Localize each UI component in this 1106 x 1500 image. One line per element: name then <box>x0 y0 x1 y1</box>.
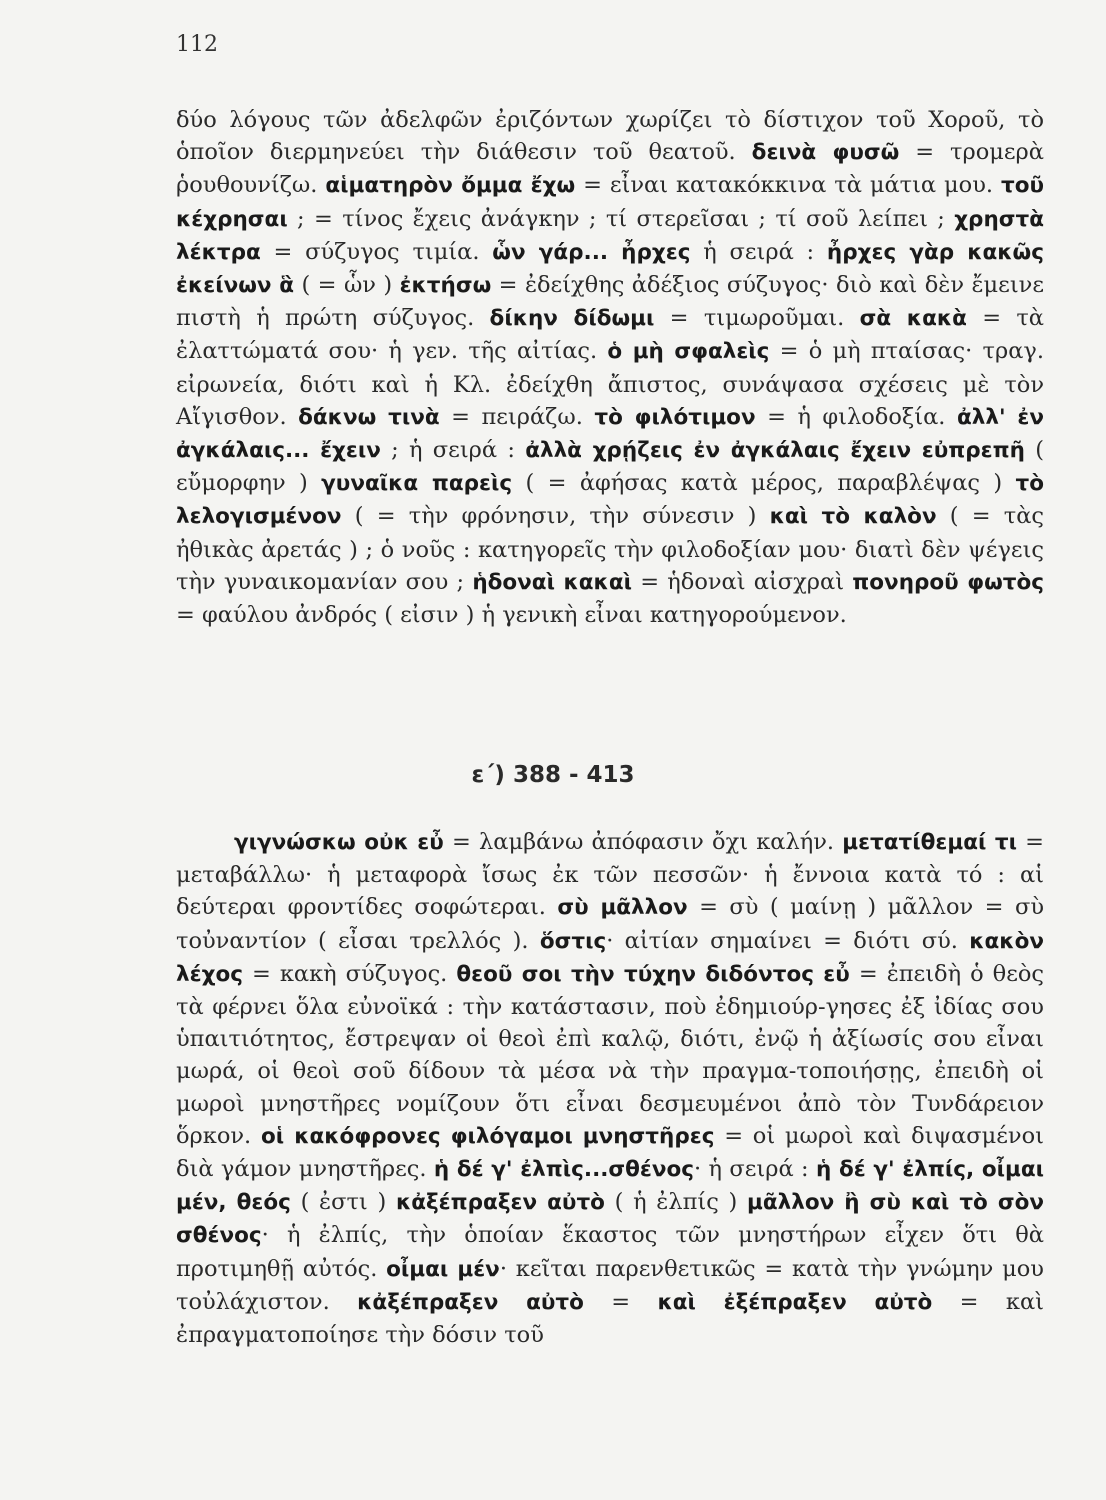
page-number: 112 <box>176 32 218 57</box>
gloss-text: = κακὴ σύζυγος. <box>242 960 457 987</box>
lemma-term: πονηροῦ φωτὸς <box>852 569 1044 595</box>
lemma-term: οἱ κακόφρονες φιλόγαμοι μνηστῆρες <box>260 1123 715 1149</box>
section-heading: ε΄) 388 - 413 <box>471 762 635 788</box>
lemma-term: δεινὰ φυσῶ <box>751 140 900 166</box>
lemma-term: δάκνω τινὰ <box>298 404 440 430</box>
gloss-text: = ὁ μὴ πταίσας· τραγ. εἰρωνεία, διότι καὶ ἡ Κλ. ἐδείχθη ἄπιστος, συνάψασα σχέσεις μὲ τὸν Αἴγισθον. <box>176 338 1044 430</box>
lemma-term: ὧν γάρ... ἦρχες <box>492 239 691 265</box>
gloss-text: = σὺ ( μαίνῃ ) μᾶλλον = σὺ τοὐναντίον ( εἶσαι τρελλός ). <box>176 894 1044 954</box>
lemma-term: κἀξέπραξεν αὐτὸ <box>357 1289 584 1315</box>
gloss-text: = σύζυγος τιμία. <box>260 238 493 265</box>
lemma-term: τὸ φιλότιμον <box>594 404 756 430</box>
lemma-term: σὰ κακὰ <box>859 306 967 332</box>
gloss-text: = τρομερὰ ῥουθουνίζω. <box>176 139 1044 199</box>
lemma-term: ἡδοναὶ κακαὶ <box>472 569 632 595</box>
gloss-text: · κεῖται παρενθετικῶς = κατὰ τὴν γνώμην μου τοὐλάχιστον. <box>176 1255 1044 1315</box>
lemma-term: σὺ μᾶλλον <box>557 895 688 921</box>
commentary-paragraph-1 <box>176 104 1044 631</box>
lemma-term: καὶ τὸ καλὸν <box>769 504 937 530</box>
lemma-term: αἱματηρὸν ὄμμα ἔχω <box>325 173 576 199</box>
gloss-text: = τὰ ἐλαττώματά σου· ἡ γεν. τῆς αἰτίας. <box>176 305 1044 365</box>
lemma-term: δίκην δίδωμι <box>489 306 655 332</box>
gloss-text: = φαύλου ἀνδρός ( εἰσιν ) ἡ γενικὴ εἶναι κατηγορούμενον. <box>176 602 847 629</box>
gloss-text: = πειράζω. <box>439 403 595 430</box>
gloss-text: ; ἡ σειρά : <box>380 437 526 464</box>
lemma-term: χρηστὰ λέκτρα <box>176 206 1044 265</box>
gloss-text: ( = τὰς ἠθικὰς ἀρετάς ) ; ὁ νοῦς : κατηγορεῖς τὴν φιλοδοξίαν μου· διατὶ δὲν ψέγεις τὴν γυναικομανίαν σου ; <box>176 503 1045 595</box>
gloss-text: ( = τὴν φρόνησιν, τὴν σύνεσιν ) <box>341 503 770 530</box>
lemma-term: γυναῖκα παρεὶς <box>321 471 513 497</box>
gloss-text: = εἶναι κατακόκκινα τὰ μάτια μου. <box>575 172 1001 199</box>
lemma-term: ἀλλ' ἐν ἀγκάλαις... ἔχειν <box>176 404 1044 464</box>
gloss-text: ; = τίνος ἔχεις ἀνάγκην ; τί στερεῖσαι ; τί σοῦ λείπει ; <box>287 205 955 232</box>
lemma-term: ὅστις <box>539 928 607 954</box>
gloss-text: · ἡ σειρά : <box>694 1156 816 1183</box>
gloss-text: · ἡ ἐλπίς, τὴν ὁποίαν ἕκαστος τῶν μνηστήρων εἶχεν ὅτι θὰ προτιμηθῇ αὐτός. <box>176 1222 1044 1282</box>
gloss-text: ( ἐστι ) <box>290 1189 396 1216</box>
lemma-term: γιγνώσκω οὐκ εὖ <box>234 830 444 855</box>
gloss-text: = ἐδείχθης ἀδέξιος σύζυγος· διὸ καὶ δὲν ἔμεινε πιστὴ ἡ πρώτη σύζυγος. <box>176 272 1044 332</box>
gloss-text: = ἡδοναὶ αἰσχραὶ <box>631 568 853 595</box>
gloss-text: = <box>583 1288 658 1315</box>
lemma-term: μᾶλλον ἢ σὺ καὶ τὸ σὸν σθένος <box>176 1190 1045 1249</box>
gloss-text: = καὶ ἐπραγματοποίησε τὴν δόσιν τοῦ <box>176 1288 1044 1349</box>
gloss-text: = μεταβάλλω· ἡ μεταφορὰ ἴσως ἐκ τῶν πεσσῶν· ἡ ἔννοια κατὰ τό : αἱ δεύτεραι φροντίδες σοφώτεραι. <box>176 829 1045 921</box>
gloss-text: = τιμωροῦμαι. <box>654 305 860 332</box>
gloss-text: ἡ σειρά : <box>690 238 827 265</box>
lemma-term: οἶμαι μέν <box>386 1256 500 1282</box>
gloss-text: · αἰτίαν σημαίνει = διότι σύ. <box>606 927 970 954</box>
lemma-term: θεοῦ σοι τὴν τύχην διδόντος εὖ <box>456 961 850 987</box>
gloss-text: = ἡ φιλοδοξία. <box>755 403 957 430</box>
lemma-term: τὸ λελογισμένον <box>176 471 1044 530</box>
gloss-text: ( = ὧν ) <box>294 272 400 299</box>
gloss-text: = οἱ μωροὶ καὶ διψασμένοι διὰ γάμον μνηστῆρες. <box>176 1122 1044 1183</box>
lemma-term: καὶ ἐξέπραξεν αὐτὸ <box>657 1289 933 1315</box>
gloss-text: ( εὔμορφην ) <box>176 437 1044 497</box>
lemma-term: ἐκτήσω <box>399 273 492 299</box>
lemma-term: ὁ μὴ σφαλεὶς <box>607 339 770 365</box>
lemma-term: ἦρχες γὰρ κακῶς ἐκείνων ἃ <box>176 239 1044 299</box>
lemma-term: ἡ δέ γ' ἐλπὶς...σθένος <box>433 1157 695 1183</box>
lemma-term: ἀλλὰ χρῄζεις ἐν ἀγκάλαις ἔχειν εὐπρεπῆ <box>525 438 1025 464</box>
lemma-term: κἀξέπραξεν αὐτὸ <box>395 1190 605 1216</box>
lemma-term: μετατίθεμαί τι <box>842 830 1017 855</box>
gloss-text: = λαμβάνω ἀπόφασιν ὄχι καλήν. <box>443 829 843 855</box>
lemma-term: κακὸν λέχος <box>176 928 1044 987</box>
lemma-term: ἡ δέ γ' ἐλπίς, οἶμαι μέν, θεός <box>176 1157 1044 1216</box>
lemma-term: τοῦ κέχρησαι <box>176 173 1044 232</box>
commentary-paragraph-2 <box>176 826 1044 1351</box>
gloss-text: ( = ἀφήσας κατὰ μέρος, παραβλέψας ) <box>512 470 1016 497</box>
gloss-text: = ἐπειδὴ ὁ θεὸς τὰ φέρνει ὅλα εὐνοϊκά : τὴν κατάστασιν, ποὺ ἐδημιούρ-γησες ἐξ ἰδίας σου ὑπαιτιότητος, ἔστρεψαν οἱ θεοὶ ἐπὶ καλῷ, διότι, ἐνῷ ἡ ἀξίωσίς σου εἶναι μωρά, οἱ θεοὶ σοῦ δίδουν τὰ μέσα νὰ τὴν πραγμα-τοποιήσῃς, ἐπειδὴ οἱ μωροὶ μνηστῆρες νομίζουν ὅτι εἶναι δεσμευμένοι ἀπὸ τὸν Τυνδάρειον ὅρκον. <box>176 960 1044 1149</box>
gloss-text: δύο λόγους τῶν ἀδελφῶν ἐριζόντων χωρίζει τὸ δίστιχον τοῦ Χοροῦ, τὸ ὁποῖον διερμηνεύει τὴν διάθεσιν τοῦ θεατοῦ. <box>176 107 1044 166</box>
gloss-text: ( ἡ ἐλπίς ) <box>604 1189 748 1216</box>
